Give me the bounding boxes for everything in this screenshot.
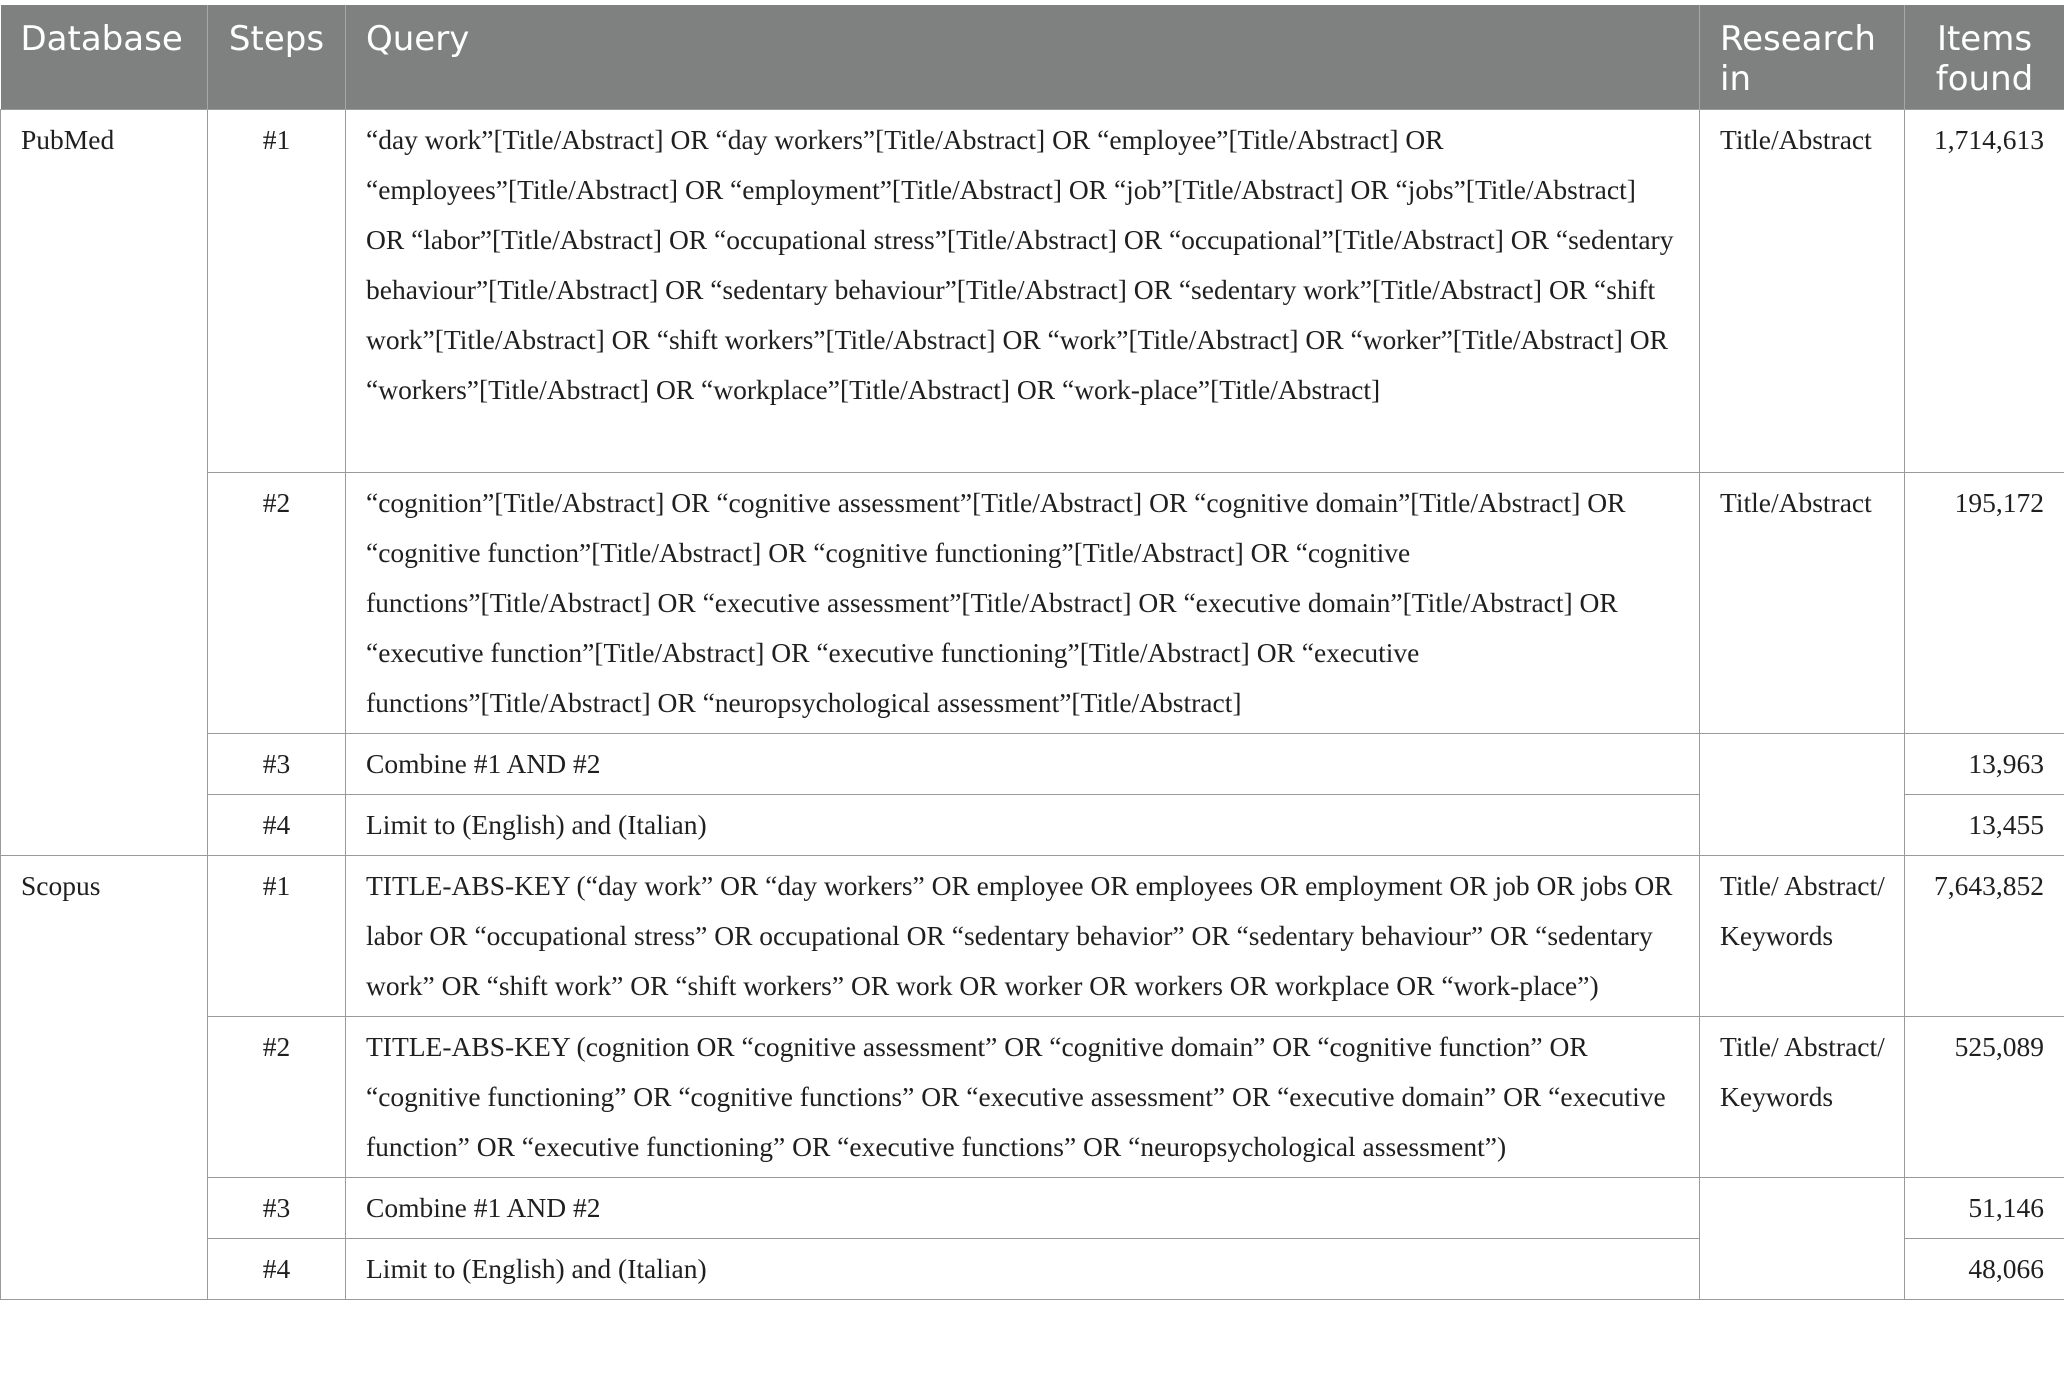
research-in-cell [1700,1178,1905,1300]
items-found-cell: 48,066 [1905,1239,2064,1300]
step-cell: #4 [208,1239,346,1300]
query-cell: Limit to (English) and (Italian) [346,1239,1700,1300]
items-found-cell: 7,643,852 [1905,856,2064,1017]
items-found-cell: 525,089 [1905,1017,2064,1178]
research-in-cell: Title/ Abstract/ Keywords [1700,856,1905,1017]
items-found-cell: 51,146 [1905,1178,2064,1239]
step-cell: #2 [208,1017,346,1178]
query-cell: “cognition”[Title/Abstract] OR “cognitive assessment”[Title/Abstract] OR “cognitive domain”[Title/Abstract] OR “cognitive function”[Title/Abstract] OR “cognitive functioning”[Title/Abstract] OR “cognitive functions”[Title/Abstract] OR “executive assessment”[Title/Abstract] OR “executive domain”[Title/Abstract] OR “executive function”[Title/Abstract] OR “executive functioning”[Title/Abstract] OR “executive functions”[Title/Abstract] OR “neuropsychological assessment”[Title/Abstract] [346,473,1700,734]
query-cell: Combine #1 AND #2 [346,734,1700,795]
header-research-in: Research in [1700,5,1905,110]
query-cell: Limit to (English) and (Italian) [346,795,1700,856]
step-cell: #3 [208,1178,346,1239]
research-in-cell: Title/ Abstract/ Keywords [1700,1017,1905,1178]
header-database: Database [1,5,208,110]
table-row [1,1017,2064,1178]
database-cell: PubMed [1,110,208,856]
table-row [1,734,2064,795]
search-strategy-table [0,5,2064,1300]
research-in-cell [1700,734,1905,856]
query-cell: TITLE-ABS-KEY (cognition OR “cognitive assessment” OR “cognitive domain” OR “cognitive function” OR “cognitive functioning” OR “cognitive functions” OR “executive assessment” OR “executive domain” OR “executive function” OR “executive functioning” OR “executive functions” OR “neuropsychological assessment”) [346,1017,1700,1178]
table-row [1,1178,2064,1239]
table-body [1,110,2064,1300]
step-cell: #1 [208,856,346,1017]
step-cell: #3 [208,734,346,795]
items-found-cell: 195,172 [1905,473,2064,734]
header-steps: Steps [208,5,346,110]
header-items-found: Items found [1905,5,2064,110]
table-row [1,473,2064,734]
header-row [1,5,2064,110]
research-in-cell: Title/Abstract [1700,473,1905,734]
items-found-cell: 13,963 [1905,734,2064,795]
items-found-cell: 1,714,613 [1905,110,2064,473]
database-cell: Scopus [1,856,208,1300]
query-cell: Combine #1 AND #2 [346,1178,1700,1239]
table-row [1,110,2064,473]
items-found-cell: 13,455 [1905,795,2064,856]
header-query: Query [346,5,1700,110]
table-row [1,856,2064,1017]
step-cell: #1 [208,110,346,473]
query-cell: “day work”[Title/Abstract] OR “day workers”[Title/Abstract] OR “employee”[Title/Abstract] OR “employees”[Title/Abstract] OR “employment”[Title/Abstract] OR “job”[Title/Abstract] OR “jobs”[Title/Abstract] OR “labor”[Title/Abstract] OR “occupational stress”[Title/Abstract] OR “occupational”[Title/Abstract] OR “sedentary behaviour”[Title/Abstract] OR “sedentary behaviour”[Title/Abstract] OR “sedentary work”[Title/Abstract] OR “shift work”[Title/Abstract] OR “shift workers”[Title/Abstract] OR “work”[Title/Abstract] OR “worker”[Title/Abstract] OR “workers”[Title/Abstract] OR “workplace”[Title/Abstract] OR “work-place”[Title/Abstract] [346,110,1700,473]
step-cell: #2 [208,473,346,734]
step-cell: #4 [208,795,346,856]
table-header [1,5,2064,110]
query-cell: TITLE-ABS-KEY (“day work” OR “day workers” OR employee OR employees OR employment OR job OR jobs OR labor OR “occupational stress” OR occupational OR “sedentary behavior” OR “sedentary behaviour” OR “sedentary work” OR “shift work” OR “shift workers” OR work OR worker OR workers OR workplace OR “work-place”) [346,856,1700,1017]
research-in-cell: Title/Abstract [1700,110,1905,473]
